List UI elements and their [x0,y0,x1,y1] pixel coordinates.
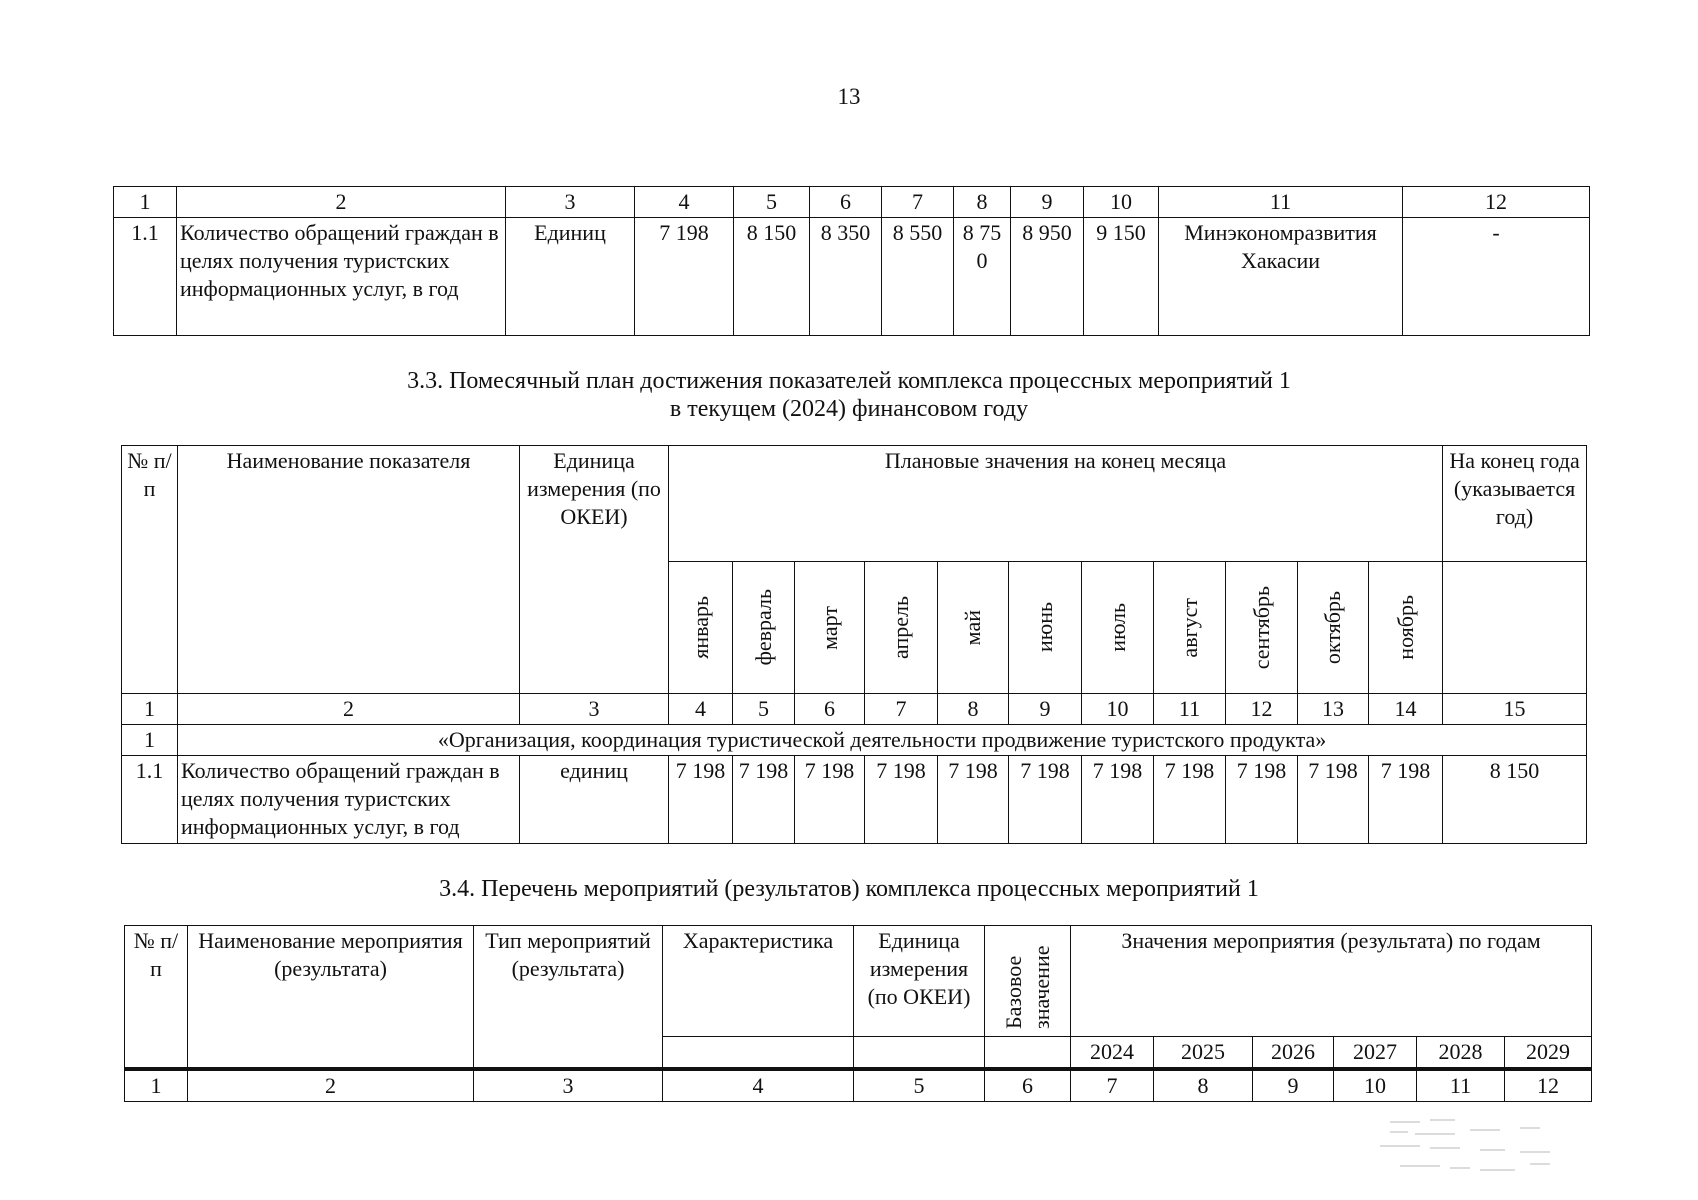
month-value: 7 198 [733,756,795,844]
table1-header-cell: 12 [1403,187,1590,218]
empty-cell [854,1037,985,1070]
value-cell: 8 950 [1011,218,1084,336]
table2-numbers-row [122,694,1587,725]
column-number: 5 [854,1069,985,1102]
month-label: июль [1104,603,1130,652]
column-number: 10 [1082,694,1154,725]
month-header [1298,562,1369,694]
month-value: 7 198 [865,756,938,844]
indicators-table-continuation [113,186,1590,336]
table1-header-cell: 10 [1084,187,1159,218]
value-cell: 8 350 [810,218,882,336]
month-value: 7 198 [1082,756,1154,844]
monthly-plan-table [121,445,1587,844]
value-cell: 7 198 [635,218,734,336]
month-label: февраль [750,589,776,666]
column-number: 4 [663,1069,854,1102]
month-value: 7 198 [1226,756,1298,844]
col-characteristic-header: Характеристика [663,926,854,1037]
month-label: апрель [888,595,913,660]
col-type-header: Тип мероприятий (результата) [474,926,663,1070]
month-value: 7 198 [938,756,1009,844]
month-label: август [1176,597,1202,658]
table2-group-row [122,725,1587,756]
month-label: октябрь [1320,590,1345,665]
col-end-header: На конец года (указывается год) [1443,446,1587,562]
year-header: 2026 [1253,1037,1334,1070]
month-value: 7 198 [1009,756,1082,844]
col-plan-header: Плановые значения на конец месяца [669,446,1443,562]
responsible: Минэкономразвития Хакасии [1159,218,1403,336]
col-name-header: Наименование показателя [178,446,520,694]
col-number-header: № п/п [122,446,178,694]
column-number: 2 [188,1069,474,1102]
column-number: 8 [938,694,1009,725]
column-number: 12 [1505,1069,1592,1102]
table1-row [114,218,1590,336]
value-cell: 8 75 0 [954,218,1011,336]
column-number: 1 [125,1069,188,1102]
note: - [1403,218,1590,336]
month-header [1369,562,1443,694]
month-label: сентябрь [1248,585,1274,670]
column-number: 13 [1298,694,1369,725]
month-value: 7 198 [1298,756,1369,844]
column-number: 6 [795,694,865,725]
value-cell: 8 150 [734,218,810,336]
col-values-header: Значения мероприятия (результата) по годам [1071,926,1592,1037]
table3-numbers-row [125,1069,1592,1102]
column-number: 11 [1417,1069,1505,1102]
table1-header-cell: 8 [954,187,1011,218]
value-cell: 8 550 [882,218,954,336]
col-unit-header: Единица измерения (по ОКЕИ) [854,926,985,1037]
end-year-subheader [1443,562,1587,694]
column-number: 3 [520,694,669,725]
month-label: май [960,609,985,646]
table1-header-cell: 2 [177,187,506,218]
month-value: 7 198 [1369,756,1443,844]
end-year-value: 8 150 [1443,756,1587,844]
table2-data-row [122,756,1587,844]
year-header: 2029 [1505,1037,1592,1070]
month-label: март [816,605,842,650]
empty-cell [985,1037,1071,1070]
table1-header-cell: 9 [1011,187,1084,218]
table3-header-row [125,926,1592,1037]
group-title: «Организация, координация туристической деятельности продвижение туристского продукта» [178,725,1587,756]
events-table [124,925,1592,1102]
table1-header-cell: 5 [734,187,810,218]
month-value: 7 198 [795,756,865,844]
unit: Единиц [506,218,635,336]
year-header: 2025 [1154,1037,1253,1070]
section-3-4-title: 3.4. Перечень мероприятий (результатов) комплекса процессных мероприятий 1 [439,876,1259,902]
column-number: 14 [1369,694,1443,725]
col-base-header [985,926,1071,1037]
base-value-label: Базовое значение [1000,945,1054,1029]
table1-header-row [114,187,1590,218]
month-label: ноябрь [1392,595,1418,660]
month-header [795,562,865,694]
table1-header-cell: 3 [506,187,635,218]
scan-artifact [1370,1110,1590,1180]
month-header [865,562,938,694]
column-number: 10 [1334,1069,1417,1102]
group-number: 1 [122,725,178,756]
table1-header-cell: 4 [635,187,734,218]
value-cell: 9 150 [1084,218,1159,336]
table1-header-cell: 1 [114,187,177,218]
column-number: 5 [733,694,795,725]
month-label: январь [687,596,713,659]
empty-cell [663,1037,854,1070]
column-number: 11 [1154,694,1226,725]
month-label: июнь [1032,602,1057,653]
column-number: 7 [865,694,938,725]
month-header [1009,562,1082,694]
col-unit-header: Единица измерения (по ОКЕИ) [520,446,669,694]
column-number: 12 [1226,694,1298,725]
column-number: 3 [474,1069,663,1102]
page-number: 13 [837,84,861,109]
row-number: 1.1 [114,218,177,336]
column-number: 1 [122,694,178,725]
column-number: 4 [669,694,733,725]
month-header [1226,562,1298,694]
table2-header-row [122,446,1587,562]
month-header [1154,562,1226,694]
column-number: 2 [178,694,520,725]
row-number: 1.1 [122,756,178,844]
column-number: 9 [1009,694,1082,725]
col-name-header: Наименование мероприятия (результата) [188,926,474,1070]
year-header: 2024 [1071,1037,1154,1070]
month-value: 7 198 [1154,756,1226,844]
unit: единиц [520,756,669,844]
column-number: 6 [985,1069,1071,1102]
month-header [1082,562,1154,694]
month-header [669,562,733,694]
section-3-3-title-line2: в текущем (2024) финансовом году [669,396,1029,422]
col-number-header: № п/п [125,926,188,1070]
section-3-3-title-line1: 3.3. Помесячный план достижения показателей комплекса процессных мероприятий 1 [407,368,1291,394]
column-number: 15 [1443,694,1587,725]
month-value: 7 198 [669,756,733,844]
month-header [733,562,795,694]
table1-header-cell: 7 [882,187,954,218]
column-number: 8 [1154,1069,1253,1102]
year-header: 2028 [1417,1037,1505,1070]
table1-header-cell: 11 [1159,187,1403,218]
column-number: 7 [1071,1069,1154,1102]
table1-header-cell: 6 [810,187,882,218]
indicator-name: Количество обращений граждан в целях получения туристских информационных услуг, в год [177,218,506,336]
indicator-name: Количество обращений граждан в целях получения туристских информационных услуг, в год [178,756,520,844]
column-number: 9 [1253,1069,1334,1102]
year-header: 2027 [1334,1037,1417,1070]
month-header [938,562,1009,694]
